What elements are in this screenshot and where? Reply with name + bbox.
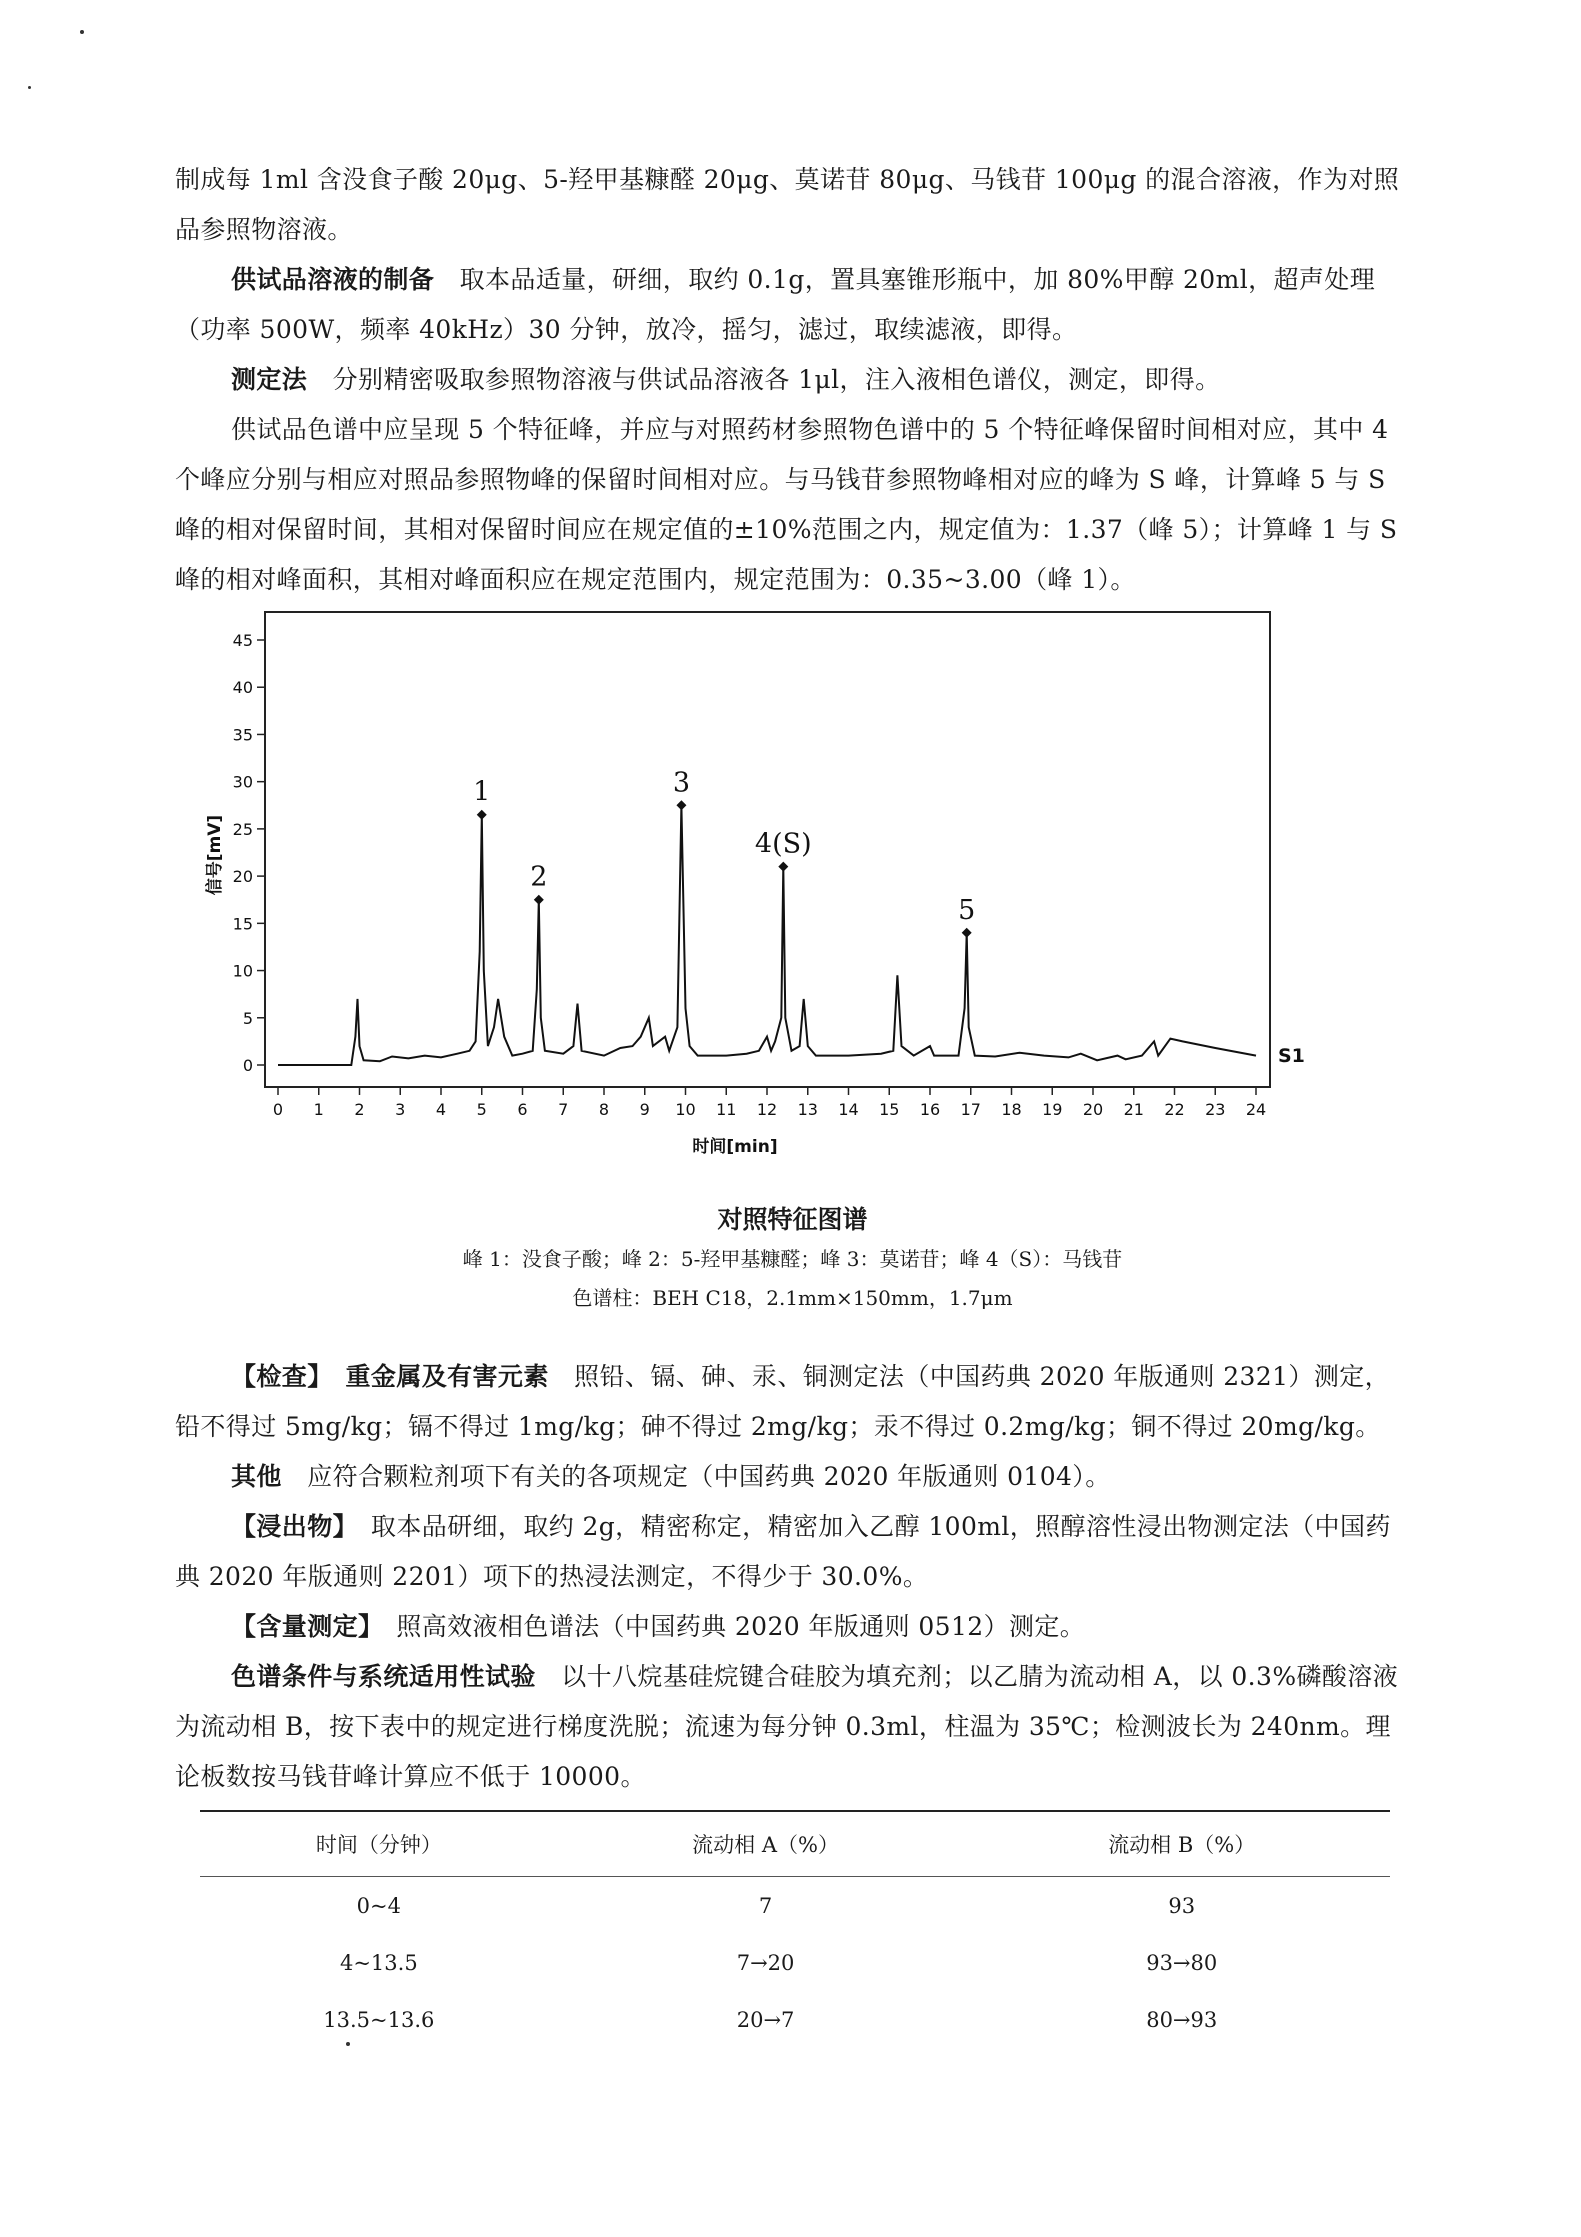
peak-label: 4(S)	[754, 828, 812, 860]
text-block-top	[175, 155, 1410, 605]
x-tick-label: 16	[919, 1100, 941, 1119]
peak-marker	[477, 810, 487, 820]
y-tick-label: 5	[242, 1008, 253, 1028]
y-tick-label: 0	[242, 1056, 253, 1075]
peak-marker	[962, 928, 972, 938]
table-cell: 20→7	[736, 2007, 795, 2032]
x-tick-label: 22	[1164, 1100, 1185, 1119]
sample-prep-text: 取本品适量，研细，取约 0.1g，置具塞锥形瓶中，加 80%甲醇 20ml，超声处理（功率 500W，频率 40kHz）30 分钟，放冷，摇匀，滤过，取续滤液，即得。	[175, 265, 1376, 344]
x-tick-label: 15	[879, 1100, 900, 1119]
x-tick-label: 12	[756, 1100, 778, 1119]
other-paragraph	[175, 1452, 1410, 1502]
peak-label: 5	[958, 894, 976, 926]
table-header-cell: 时间（分钟）	[315, 1833, 442, 1857]
assay-bracket: 【含量测定】	[231, 1612, 371, 1641]
x-tick-label: 9	[639, 1100, 650, 1119]
peak-marker	[778, 862, 788, 872]
extract-text: 取本品研细，取约 2g，精密称定，精密加入乙醇 100ml，照醇溶性浸出物测定法（中国药典 2020 年版通则 2201）项下的热浸法测定，不得少于 30.0%。	[175, 1512, 1391, 1591]
x-tick-label: 0	[272, 1100, 284, 1119]
peak-marker	[676, 800, 686, 810]
method-heading: 测定法	[231, 365, 308, 394]
table-cell: 0~4	[356, 1893, 401, 1918]
x-tick-label: 10	[675, 1100, 696, 1119]
text-block-bottom	[175, 1352, 1410, 1802]
inspection-heading: 重金属及有害元素	[345, 1362, 549, 1391]
table-header-row	[200, 1811, 1390, 1877]
table-cell: 93	[1168, 1893, 1196, 1918]
assay-paragraph	[175, 1602, 1410, 1652]
series-label: S1	[1278, 1045, 1305, 1067]
intro-paragraph: 制成每 1ml 含没食子酸 20μg、5-羟甲基糠醛 20μg、莫诺苷 80μg、马钱苷 100μg 的混合溶液，作为对照品参照物溶液。	[175, 165, 1400, 244]
other-heading: 其他	[231, 1462, 282, 1491]
x-tick-label: 5	[476, 1100, 487, 1119]
sample-prep-paragraph	[175, 255, 1410, 355]
y-axis-title: 信号[mV]	[205, 814, 225, 896]
x-tick-label: 2	[354, 1100, 365, 1119]
peak-label: 3	[672, 767, 691, 799]
table-cell: 13.5~13.6	[323, 2007, 435, 2032]
x-tick-label: 8	[598, 1100, 610, 1119]
x-tick-label: 21	[1123, 1100, 1144, 1119]
y-tick-label: 35	[232, 725, 253, 745]
inspection-bracket: 【检查】	[231, 1362, 321, 1391]
x-tick-label: 20	[1082, 1100, 1104, 1119]
y-tick-label: 20	[232, 867, 253, 887]
table-cell: 7→20	[736, 1950, 795, 1975]
y-tick-label: 25	[232, 819, 253, 839]
assay-text: 照高效液相色谱法（中国药典 2020 年版通则 0512）测定。	[396, 1612, 1086, 1641]
x-tick-label: 3	[395, 1100, 406, 1119]
y-tick-label: 10	[232, 961, 253, 981]
inspection-text: 照铅、镉、砷、汞、铜测定法（中国药典 2020 年版通则 2321）测定，铅不得过 5mg/kg；镉不得过 1mg/kg；砷不得过 2mg/kg；汞不得过 0.2mg/kg；铜不得过 20mg/kg。	[175, 1362, 1391, 1441]
scan-speck	[28, 86, 31, 89]
table-header-cell: 流动相 B（%）	[1108, 1833, 1256, 1857]
peak-markers	[473, 767, 975, 938]
y-tick-label: 40	[232, 678, 253, 698]
method-text: 分别精密吸取参照物溶液与供试品溶液各 1μl，注入液相色谱仪，测定，即得。	[332, 365, 1221, 394]
table-row	[200, 1991, 1390, 2048]
peak-label: 2	[530, 861, 548, 893]
x-tick-label: 24	[1245, 1100, 1267, 1119]
table-cell: 93→80	[1146, 1950, 1218, 1975]
y-tick-label: 45	[232, 631, 253, 650]
table-row	[200, 1934, 1390, 1991]
figure-column-note: 色谱柱：BEH C18，2.1mm×150mm，1.7μm	[572, 1286, 1013, 1310]
conditions-text: 以十八烷基硅烷键合硅胶为填充剂；以乙腈为流动相 A，以 0.3%磷酸溶液为流动相 B，按下表中的规定进行梯度洗脱；流速为每分钟 0.3ml，柱温为 35℃；检测波长为 240nm。理论板数按马钱苷峰计算应不低于 10000。	[175, 1662, 1399, 1791]
gradient-table	[200, 1810, 1390, 2048]
scan-speck	[80, 30, 84, 34]
table-cell: 4~13.5	[339, 1950, 418, 1975]
y-tick-label: 15	[232, 914, 253, 934]
x-tick-label: 23	[1205, 1100, 1226, 1119]
method-paragraph	[175, 355, 1410, 405]
peak-marker	[534, 895, 544, 905]
conditions-heading: 色谱条件与系统适用性试验	[231, 1662, 536, 1691]
x-tick-label: 13	[797, 1100, 818, 1119]
table-cell: 7	[758, 1893, 773, 1918]
x-tick-label: 14	[838, 1100, 859, 1119]
table-cell: 80→93	[1146, 2007, 1218, 2032]
conditions-paragraph	[175, 1652, 1410, 1802]
table-row	[200, 1877, 1390, 1935]
figure-peaks-legend: 峰 1：没食子酸；峰 2：5-羟甲基糠醛；峰 3：莫诺苷；峰 4（S）：马钱苷	[462, 1247, 1123, 1271]
inspection-paragraph	[175, 1352, 1410, 1452]
extract-paragraph	[175, 1502, 1410, 1602]
x-tick-label: 11	[716, 1100, 737, 1119]
extract-bracket: 【浸出物】	[231, 1512, 346, 1541]
y-tick-label: 30	[232, 772, 253, 792]
other-text: 应符合颗粒剂项下有关的各项规定（中国药典 2020 年版通则 0104）。	[307, 1462, 1111, 1491]
x-tick-label: 7	[558, 1100, 569, 1119]
peak-label: 1	[473, 776, 491, 808]
figure-title: 对照特征图谱	[717, 1205, 868, 1234]
sample-prep-heading: 供试品溶液的制备	[231, 265, 435, 294]
chromatogram-chart	[190, 600, 1330, 1170]
x-tick-label: 17	[960, 1100, 981, 1119]
x-tick-label: 1	[313, 1100, 324, 1119]
x-axis-title: 时间[min]	[692, 1137, 778, 1157]
x-tick-label: 19	[1042, 1100, 1063, 1119]
requirement-paragraph: 供试品色谱中应呈现 5 个特征峰，并应与对照药材参照物色谱中的 5 个特征峰保留时间相对应，其中 4 个峰应分别与相应对照品参照物峰的保留时间相对应。与马钱苷参照物峰相对应的峰为 S 峰，计算峰 5 与 S 峰的相对保留时间，其相对保留时间应在规定值的±10%范围之内，规定值为：1.37（峰 5）；计算峰 1 与 S 峰的相对峰面积，其相对峰面积应在规定范围内，规定范围为：0.35~3.00（峰 1）。	[175, 415, 1398, 594]
x-axis	[273, 1087, 1266, 1119]
x-tick-label: 18	[1001, 1100, 1022, 1119]
x-tick-label: 4	[435, 1100, 447, 1119]
table-header-cell: 流动相 A（%）	[692, 1833, 839, 1857]
x-tick-label: 6	[517, 1100, 528, 1119]
y-axis	[233, 631, 265, 1075]
